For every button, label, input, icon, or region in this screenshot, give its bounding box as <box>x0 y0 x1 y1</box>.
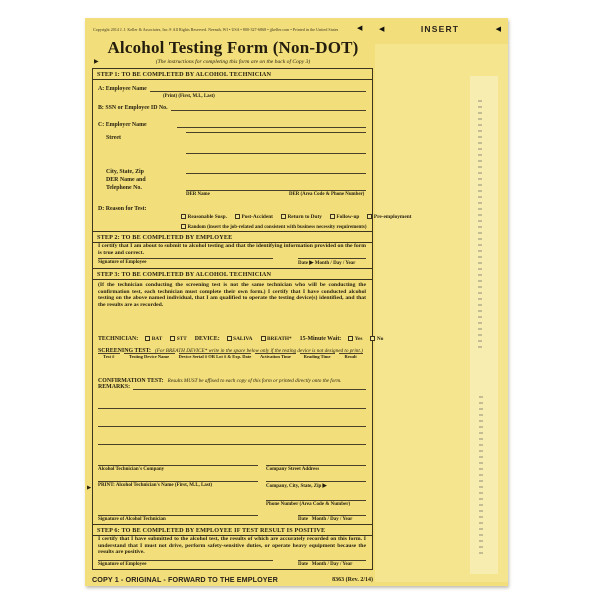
city-state-zip-label: City, State, Zip <box>106 169 144 175</box>
confirmation-test-note: Results MUST be affixed to each copy of this form or printed directly onto the form. <box>167 378 342 384</box>
insert-label: INSERT <box>420 24 460 34</box>
date-fields-label: Month / Day / Year <box>311 561 353 567</box>
technician-option-label: STT <box>176 336 187 342</box>
ssn-field[interactable] <box>171 104 366 111</box>
der-phone-caption: DER (Area Code & Phone Number) <box>289 192 365 197</box>
copy-distribution-label: COPY 1 - ORIGINAL - FORWARD TO THE EMPLOYER <box>92 575 278 584</box>
employee-name-field[interactable] <box>150 85 366 92</box>
company-city-label: Company, City, State, Zip <box>266 483 322 489</box>
insert-arrow-left-icon: ◀ <box>379 25 385 33</box>
phone-number-caption: Phone Number (Area Code & Number) <box>266 501 351 507</box>
der-name-caption: DER Name <box>186 192 210 197</box>
date-label: Date <box>298 260 308 266</box>
reason-option-label: Follow-up <box>336 214 360 220</box>
reason-option-label: Return to Duty <box>287 214 322 220</box>
date-fields-label: Month / Day / Year <box>311 516 353 522</box>
reason-option-label: Post-Accident <box>241 214 273 220</box>
insert-bar <box>379 24 501 34</box>
technician-label: TECHNICIAN: <box>98 336 139 342</box>
date-arrow-icon: ▶ <box>309 259 314 266</box>
checkbox-wait-no[interactable] <box>370 336 375 341</box>
step2-header: STEP 2: TO BE COMPLETED BY EMPLOYEE <box>93 232 372 243</box>
ghost-text-strip <box>470 76 498 574</box>
company-street-caption: Company Street Address <box>266 466 320 472</box>
table-header-cell: Testing Device Name <box>124 353 175 360</box>
reason-option-label: Pre-employment <box>373 214 412 220</box>
reason-for-test-label: D: Reason for Test: <box>98 206 147 212</box>
screening-test-note: (For BREATH DEVICE* write in the space below only if the testing device is not designed to print.) <box>154 348 363 354</box>
step2-section <box>92 231 373 269</box>
form-title: Alcohol Testing Form (Non-DOT) <box>107 38 359 57</box>
remarks-field-4[interactable] <box>98 444 366 445</box>
registration-arrow-icon: ◀ <box>357 24 363 32</box>
employee-name-caption: (Print) (First, M.I., Last) <box>163 94 215 99</box>
device-option-label: BREATH* <box>267 336 292 342</box>
reason-random-label: Random (insert the job-related and consistent with business necessity requirements) <box>187 225 367 230</box>
street-label: Street <box>106 135 121 141</box>
step6-header: STEP 6: TO BE COMPLETED BY EMPLOYEE IF TEST RESULT IS POSITIVE <box>93 525 372 536</box>
insert-arrow-right-icon: ◀ <box>495 25 501 33</box>
ghost-text-marks <box>479 396 483 556</box>
date-fields-label: Month / Day / Year <box>314 260 356 266</box>
company-city-caption <box>266 483 366 489</box>
step1-section <box>92 68 412 232</box>
step2-certify-text: I certify that I am about to submit to alcohol testing and that the identifying information provided on the form is true and correct. <box>98 243 366 256</box>
ghost-text-marks <box>478 100 482 350</box>
device-option-label: SALIVA <box>233 336 253 342</box>
wait-option-label: No <box>376 336 384 342</box>
wait-option-label: Yes <box>354 336 363 342</box>
wait-label: 15-Minute Wait: <box>299 336 342 342</box>
checkbox-random[interactable] <box>181 224 186 229</box>
remarks-label: REMARKS: <box>98 384 131 390</box>
step6-certify-text: I certify that I have submitted to the alcohol test, the results of which are accurately recorded on this form. I understand that I must not drive, perform safety-sensitive duties, or operate heavy equipment because the results are positive. <box>98 536 366 556</box>
step1-header: STEP 1: TO BE COMPLETED BY ALCOHOL TECHNICIAN <box>93 69 372 80</box>
employee-signature-caption: Signature of Employee <box>98 259 147 265</box>
form-page <box>85 18 508 586</box>
table-header-cell: Activation Time <box>255 353 295 360</box>
employer-name-field[interactable] <box>177 121 366 128</box>
date-label: Date <box>298 516 308 522</box>
remarks-field-1[interactable] <box>133 383 366 390</box>
date-caption <box>298 260 366 266</box>
subtitle-arrow-icon: ▶ <box>94 59 99 65</box>
footer <box>92 575 373 584</box>
step3-section <box>87 268 384 525</box>
remarks-field-2[interactable] <box>98 408 366 409</box>
form-body <box>87 68 412 570</box>
screening-table-header <box>98 353 367 360</box>
form-number: 8363 (Rev. 2/14) <box>332 576 373 583</box>
confirmation-test-label: CONFIRMATION TEST: <box>98 378 164 384</box>
employer-name-label: C: Employer Name <box>98 122 147 128</box>
der-name-label: DER Name and <box>106 177 146 183</box>
technician-signature-caption: Signature of Alcohol Technician <box>98 516 166 522</box>
employee-signature-caption: Signature of Employee <box>98 561 147 567</box>
ssn-label: B: SSN or Employee ID No. <box>98 105 168 111</box>
copyright-line: Copyright 2014 J. J. Keller & Associates, Inc.® All Rights Reserved. Neenah, WI • USA • 800-327-6868 • jjkeller.com • Printed in the United States <box>93 27 339 32</box>
print-name-arrow-icon: ▶ <box>87 485 92 491</box>
technician-print-name-caption: PRINT: Alcohol Technician's Name (First, M.I., Last) <box>98 482 213 488</box>
street-field-1[interactable] <box>186 132 366 133</box>
technician-date-caption <box>298 517 366 522</box>
technician-company-caption: Alcohol Technician's Company <box>98 466 165 472</box>
date-caption <box>298 562 366 567</box>
employee-name-label: A: Employee Name <box>98 86 147 92</box>
reason-option-label: Reasonable Susp. <box>187 214 227 220</box>
step6-section <box>92 524 373 570</box>
device-label: DEVICE: <box>194 336 220 342</box>
city-state-zip-field[interactable] <box>186 173 366 174</box>
remarks-field-3[interactable] <box>98 426 366 427</box>
street-field-2[interactable] <box>186 153 366 154</box>
table-header-cell: Device Serial # OR Lot # & Exp. Date <box>178 354 252 359</box>
table-header-cell: Test # <box>98 353 120 360</box>
screening-test-label: SCREENING TEST: <box>98 348 151 354</box>
der-field[interactable] <box>186 190 366 191</box>
table-header-cell: Result <box>339 353 363 360</box>
company-city-arrow-icon: ▶ <box>322 482 327 489</box>
step3-certify-text: (If the technician conducting the screening test is not the same technician who will be conducting the confirmation test, each technician must complete their own form.) I certify that I have conducted alcohol testing on the above named individual, that I am qualified to operate the testing device(s) identified, and that the results are as recorded. <box>98 282 366 308</box>
telephone-label: Telephone No. <box>106 185 142 191</box>
technician-option-label: BAT <box>151 336 163 342</box>
step3-header: STEP 3: TO BE COMPLETED BY ALCOHOL TECHNICIAN <box>93 269 372 280</box>
table-header-cell: Reading Time <box>300 353 335 360</box>
date-label: Date <box>298 561 308 567</box>
form-subtitle: (The instructions for completing this form are on the back of Copy 3) <box>155 59 311 65</box>
